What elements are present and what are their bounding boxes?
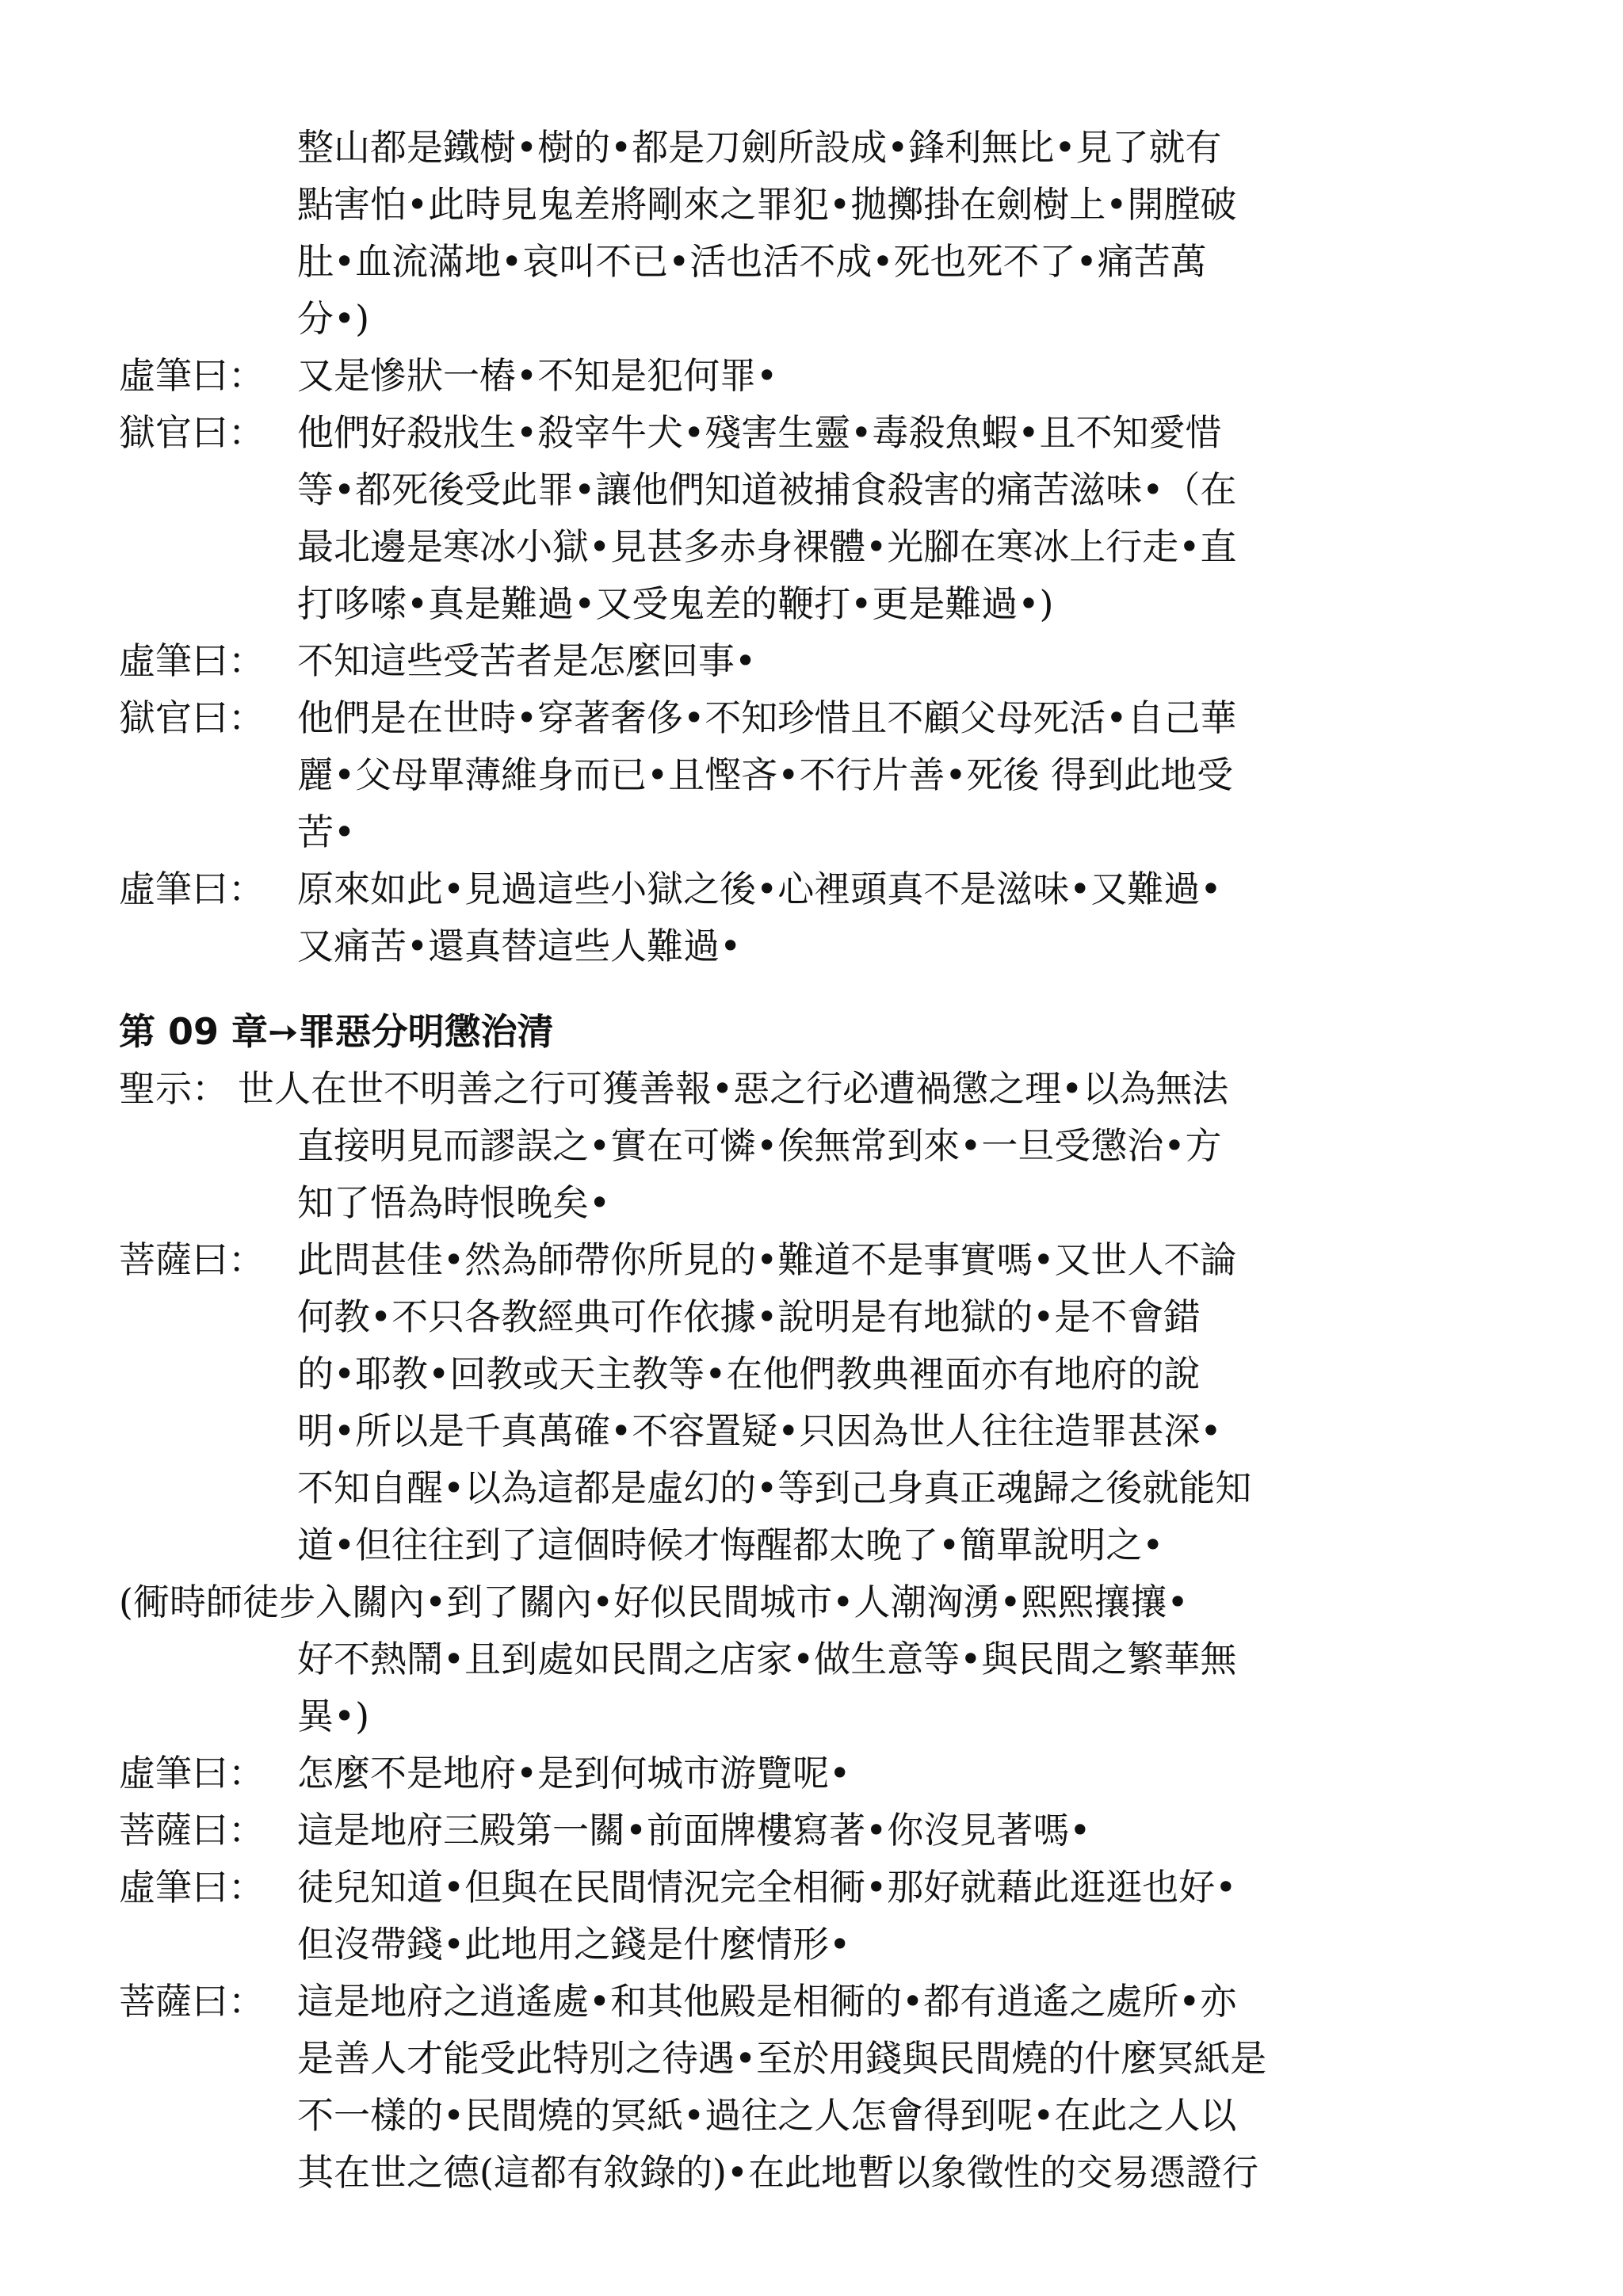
text-line: 明•所以是千真萬確•不容置疑•只因為世人往往造罪甚深•: [297, 1409, 1222, 1452]
chapter-heading: 第 09 章➙罪惡分明懲治清: [119, 1010, 554, 1053]
dialogue-entry: [119, 404, 1498, 632]
text-line: 這是地府之逍遙處•和其他殿是相衕的•都有逍遙之處所•亦: [297, 1980, 1237, 2023]
text-line: 的•耶教•回教或天主教等•在他們教典裡面亦有地府的說: [297, 1352, 1201, 1395]
dialogue-entry: [119, 689, 1498, 860]
text-line: 徒兒知道•但與在民間情況完全相衕•那好就藉此逛逛也好•: [297, 1866, 1237, 1909]
dialogue-text: [297, 1859, 1498, 1973]
dialogue-text: [297, 1745, 1498, 1802]
dialogue-text: [297, 1802, 1498, 1859]
speaker-label: 獄官曰：: [119, 696, 265, 739]
dialogue-text: [297, 347, 1498, 404]
speaker-label: 菩薩曰：: [119, 1238, 265, 1281]
dialogue-text: [297, 404, 1498, 632]
text-line: 整山都是鐵樹•樹的•都是刀劍所設成•鋒利無比•見了就有: [297, 126, 1222, 169]
speaker-label: 菩薩曰：: [119, 1980, 265, 2023]
text-line: 但沒帶錢•此地用之錢是什麼情形•: [297, 1923, 851, 1966]
text-line: 肚•血流滿地•哀叫不已•活也活不成•死也死不了•痛苦萬: [297, 240, 1207, 283]
text-line: 打哆嗦•真是難過•又受鬼差的鞭打•更是難過•): [297, 582, 1054, 625]
dialogue-text: [297, 689, 1498, 860]
text-line: 道•但往往到了這個時候才悔醒都太晚了•簡單說明之•: [297, 1524, 1164, 1566]
text-line: 世人在世不明善之行可獲善報•惡之行必遭禍懲之理•以為無法: [238, 1067, 1229, 1110]
dialogue-entry: [119, 1060, 1498, 1231]
text-line: (衕時師徒步入關內•到了關內•好似民間城市•人潮洶湧•熙熙攘攘•: [119, 1581, 1189, 1623]
speaker-label: 虛筆曰：: [119, 639, 265, 682]
dialogue-text: [297, 860, 1498, 974]
text-line: 又痛苦•還真替這些人難過•: [297, 925, 742, 967]
document-page: [119, 119, 1498, 2201]
dialogue-text: [238, 1060, 1498, 1231]
narration-paragraph: [119, 1573, 1498, 1745]
text-line: 原來如此•見過這些小獄之後•心裡頭真不是滋味•又難過•: [297, 868, 1222, 910]
text-line: 何教•不只各教經典可作依據•說明是有地獄的•是不會錯: [297, 1295, 1201, 1338]
dialogue-entry: [119, 1802, 1498, 1859]
dialogue-entry: [119, 860, 1498, 974]
speaker-label: 菩薩曰：: [119, 1809, 265, 1852]
text-line: 點害怕•此時見鬼差將剛來之罪犯•拋擲掛在劍樹上•開膛破: [297, 183, 1237, 226]
text-line: 分•): [297, 297, 370, 340]
text-line: 苦•: [297, 810, 356, 853]
text-line: 其在世之德(這都有敘錄的)•在此地暫以象徵性的交易憑證行: [297, 2151, 1259, 2194]
speaker-label: 虛筆曰：: [119, 354, 265, 397]
text-line: 最北邊是寒冰小獄•見甚多赤身裸體•光腳在寒冰上行走•直: [297, 525, 1237, 568]
dialogue-entry: [119, 632, 1498, 689]
text-line: 知了悟為時恨晚矣•: [297, 1181, 611, 1224]
text-line: 這是地府三殿第一關•前面牌樓寫著•你沒見著嗎•: [297, 1809, 1091, 1852]
text-line: 好不熱鬧•且到處如民間之店家•做生意等•與民間之繁華無: [297, 1638, 1237, 1680]
speaker-label: 虛筆曰：: [119, 1866, 265, 1909]
text-line: 怎麼不是地府•是到何城市游覽呢•: [297, 1752, 851, 1794]
dialogue-text: [297, 1231, 1498, 1573]
dialogue-entry: [119, 1745, 1498, 1802]
text-line: 直接明見而謬誤之•實在可憐•俟無常到來•一旦受懲治•方: [297, 1124, 1222, 1167]
text-line: 異•): [297, 1695, 370, 1737]
text-line: 不知這些受苦者是怎麼回事•: [297, 639, 757, 682]
dialogue-entry: [119, 347, 1498, 404]
dialogue-entry: [119, 1859, 1498, 1973]
speaker-label: 獄官曰：: [119, 411, 265, 454]
text-line: 等•都死後受此罪•讓他們知道被捕食殺害的痛苦滋味•（在: [297, 468, 1237, 511]
text-line: 不知自醒•以為這都是虛幻的•等到己身真正魂歸之後就能知: [297, 1466, 1252, 1509]
continued-paragraph: [119, 119, 1498, 347]
dialogue-text: [297, 1973, 1498, 2201]
text-line: 麗•父母單薄維身而已•且慳吝•不行片善•死後 得到此地受: [297, 753, 1234, 796]
dialogue-entry: [119, 1231, 1498, 1573]
text-line: 此問甚佳•然為師帶你所見的•難道不是事實嗎•又世人不論: [297, 1238, 1237, 1281]
text-line: 是善人才能受此特別之待遇•至於用錢與民間燒的什麼冥紙是: [297, 2037, 1267, 2080]
text-line: 他們好殺戕生•殺宰牛犬•殘害生靈•毒殺魚蝦•且不知愛惜: [297, 411, 1222, 454]
dialogue-entry: [119, 1973, 1498, 2201]
text-line: 又是慘狀一樁•不知是犯何罪•: [297, 354, 778, 397]
speaker-label: 虛筆曰：: [119, 1752, 265, 1794]
text-line: 他們是在世時•穿著奢侈•不知珍惜且不顧父母死活•自己華: [297, 696, 1237, 739]
text-line: 不一樣的•民間燒的冥紙•過往之人怎會得到呢•在此之人以: [297, 2094, 1237, 2137]
speaker-label: 聖示：: [119, 1067, 228, 1110]
dialogue-text: [297, 632, 1498, 689]
speaker-label: 虛筆曰：: [119, 868, 265, 910]
